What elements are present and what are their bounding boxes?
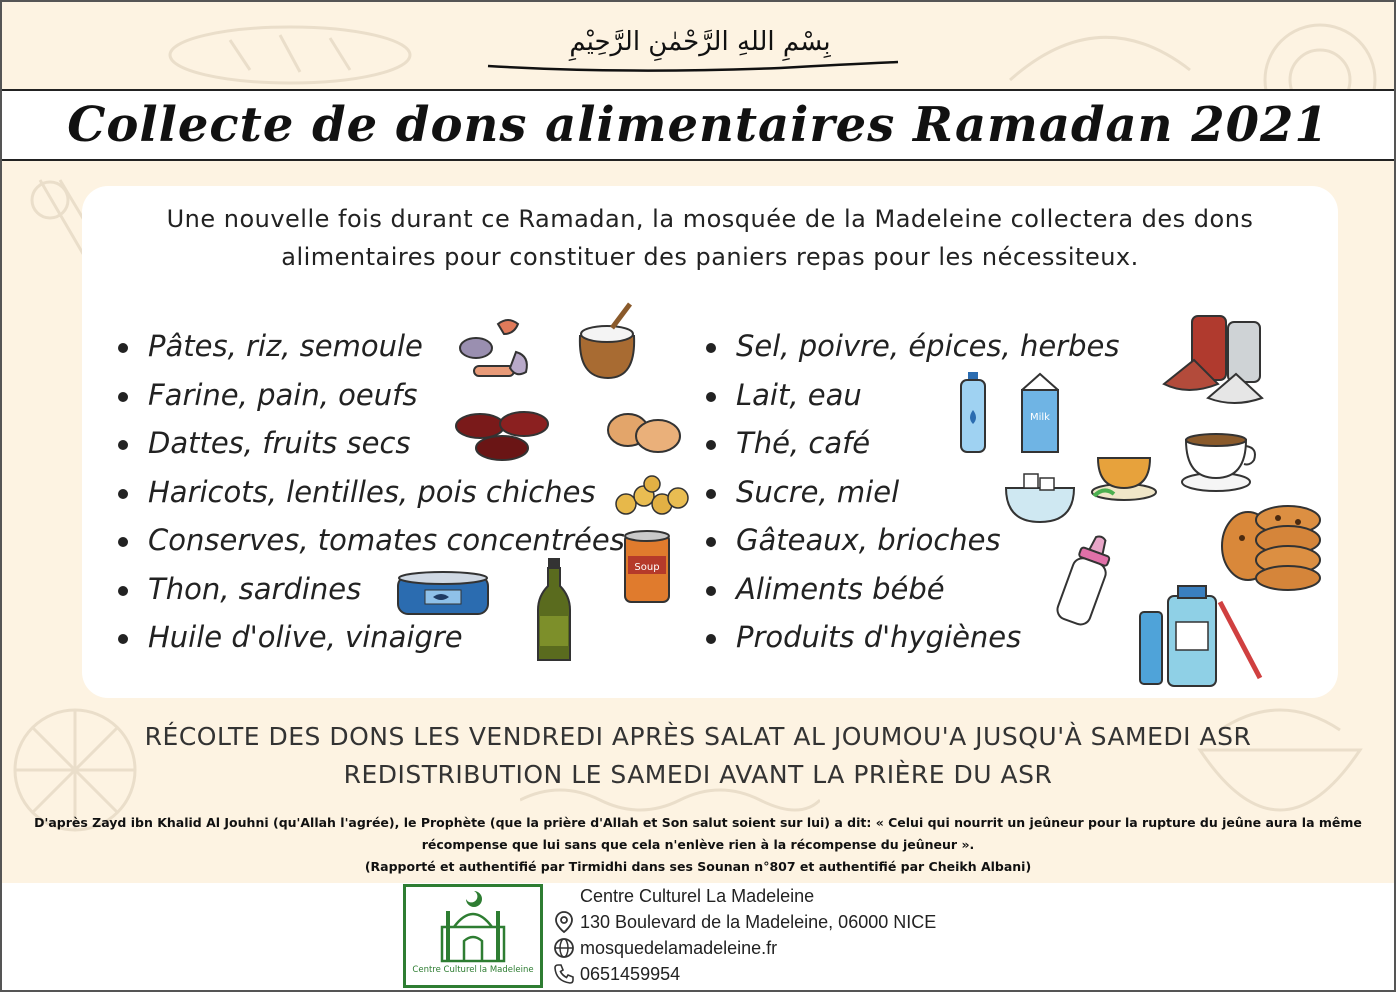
address-row	[552, 909, 936, 935]
list-item: Thon, sardines	[116, 565, 625, 614]
list-item: Haricots, lentilles, pois chiches	[116, 468, 625, 517]
list-item: Sucre, miel	[704, 468, 1119, 517]
content-card	[82, 186, 1338, 698]
collection-schedule	[0, 718, 1396, 794]
tea-cup-icon	[1088, 438, 1160, 506]
website-link[interactable]: mosquedelamadeleine.fr	[580, 938, 778, 958]
cookies-icon	[1212, 498, 1324, 594]
doodle-bread	[150, 10, 430, 90]
flour-sack-icon	[572, 300, 642, 382]
soup-label: Soup	[634, 562, 660, 573]
bismillah-calligraphy	[480, 10, 920, 80]
phone-row	[552, 961, 936, 987]
milk-label: Milk	[1030, 412, 1050, 423]
schedule-line-2: REDISTRIBUTION LE SAMEDI AVANT LA PRIÈRE DU ASR	[343, 760, 1053, 789]
list-item: Sel, poivre, épices, herbes	[704, 322, 1119, 371]
soup-can-icon	[622, 528, 672, 608]
eggs-icon	[604, 406, 684, 456]
footer	[0, 883, 1396, 992]
list-item: Thé, café	[704, 419, 1119, 468]
page-title: Collecte de dons alimentaires Ramadan 2021	[67, 97, 1329, 153]
org-name: Centre Culturel La Madeleine	[580, 886, 815, 906]
hadith-line-2: récompense que lui sans que cela n'enlève rien à la récompense du jeûneur ».	[421, 837, 975, 852]
contact-info	[552, 883, 936, 987]
list-item: Gâteaux, brioches	[704, 516, 1119, 565]
organization-logo	[403, 884, 543, 988]
hadith-line-3: (Rapporté et authentifié par Tirmidhi dans ses Sounan n°807 et authentifié par Cheikh Albani)	[364, 859, 1032, 874]
baby-bottle-icon	[1050, 532, 1120, 632]
mosque-logo-icon	[406, 887, 540, 967]
hadith-line-1: D'après Zayd ibn Khalid Al Jouhni (qu'Allah l'agrée), le Prophète (que la prière d'Allah et Son salut soient sur lui) a dit: « Celui qui nourrit un jeûneur pour la rupture du jeûne aura la même	[34, 815, 1362, 830]
list-item: Aliments bébé	[704, 565, 1119, 614]
pasta-icon	[454, 312, 544, 390]
dates-icon	[452, 404, 564, 466]
logo-text: Centre Culturel la Madeleine	[412, 965, 534, 975]
doodle-leaf	[1000, 20, 1200, 90]
globe-icon	[552, 936, 576, 960]
sugar-bowl-icon	[1000, 466, 1080, 526]
chickpeas-icon	[612, 474, 692, 520]
bismillah-text: بِسْمِ اللهِ الرَّحْمٰنِ الرَّحِيْمِ	[569, 27, 831, 57]
schedule-line-1: RÉCOLTE DES DONS LES VENDREDI APRÈS SALAT AL JOUMOU'A JUSQU'À SAMEDI ASR	[144, 722, 1252, 751]
phone-number[interactable]: 0651459954	[580, 964, 681, 984]
coffee-cup-icon	[1178, 426, 1258, 496]
hygiene-products-icon	[1134, 582, 1264, 688]
list-item: Pâtes, riz, semoule	[116, 322, 625, 371]
list-item: Conserves, tomates concentrées	[116, 516, 625, 565]
intro-line-2: alimentaires pour constituer des paniers repas pour les nécessiteux.	[281, 243, 1139, 271]
list-item: Produits d'hygiènes	[704, 613, 1119, 662]
tuna-can-icon	[395, 570, 491, 618]
list-item: Farine, pain, oeufs	[116, 371, 625, 420]
address-text: 130 Boulevard de la Madeleine, 06000 NICE	[580, 912, 937, 932]
water-bottle-icon	[958, 370, 988, 454]
list-item: Lait, eau	[704, 371, 1119, 420]
milk-carton-icon	[1018, 370, 1062, 456]
phone-icon	[552, 962, 576, 986]
hadith-quote	[20, 812, 1376, 878]
location-pin-icon	[552, 910, 576, 934]
olive-oil-icon	[534, 556, 574, 666]
intro-text	[82, 200, 1338, 276]
title-band	[0, 89, 1396, 161]
website-row	[552, 935, 936, 961]
list-item: Dattes, fruits secs	[116, 419, 625, 468]
intro-line-1: Une nouvelle fois durant ce Ramadan, la mosquée de la Madeleine collectera des dons	[166, 205, 1254, 233]
spices-icon	[1158, 312, 1268, 408]
list-item: Huile d'olive, vinaigre	[116, 613, 625, 662]
